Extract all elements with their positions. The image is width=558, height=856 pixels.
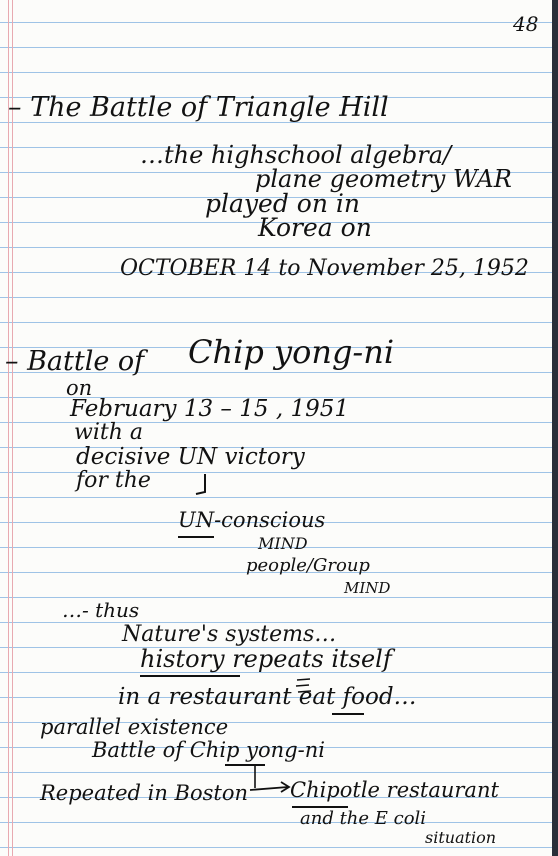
bracket-mark xyxy=(196,474,205,494)
note-line-2: …the highschool algebra/ xyxy=(140,141,452,169)
note-line-8: on xyxy=(66,376,93,400)
note-line-11: decisive UN victory xyxy=(76,444,305,470)
page-number: 48 xyxy=(513,12,539,36)
note-line-22: Battle of Chip yong-ni xyxy=(92,738,325,762)
note-line-3: plane geometry WAR xyxy=(255,165,512,193)
equals-mark xyxy=(296,679,311,692)
note-line-23-right: Chipotle restaurant xyxy=(290,778,499,802)
note-line-6: OCTOBER 14 to November 25, 1952 xyxy=(120,256,529,281)
note-line-7: – Battle of xyxy=(5,346,145,377)
note-line-24: and the E coli xyxy=(300,808,427,829)
note-line-25: situation xyxy=(425,828,497,847)
note-line-15: people/Group xyxy=(246,555,370,576)
note-line-1: – The Battle of Triangle Hill xyxy=(8,92,389,123)
note-line-13: UN-conscious xyxy=(178,508,326,532)
note-line-19: history repeats itself xyxy=(140,645,392,673)
note-line-23-left: Repeated in Boston xyxy=(40,781,248,805)
note-line-17: …- thus xyxy=(62,598,140,622)
note-line-7-chipyong: Chip yong-ni xyxy=(188,333,395,371)
note-line-12: for the xyxy=(76,468,151,493)
note-line-10: with a xyxy=(74,420,143,445)
note-line-18: Nature's systems… xyxy=(122,622,337,647)
note-line-14: MIND xyxy=(258,534,308,553)
note-line-9: February 13 – 15 , 1951 xyxy=(70,396,349,422)
note-line-21: parallel existence xyxy=(40,715,229,739)
note-line-16: MIND xyxy=(344,579,391,597)
note-line-20: in a restaurant eat food… xyxy=(118,684,417,710)
note-line-4: played on in xyxy=(205,189,360,218)
note-line-5: Korea on xyxy=(258,213,372,242)
